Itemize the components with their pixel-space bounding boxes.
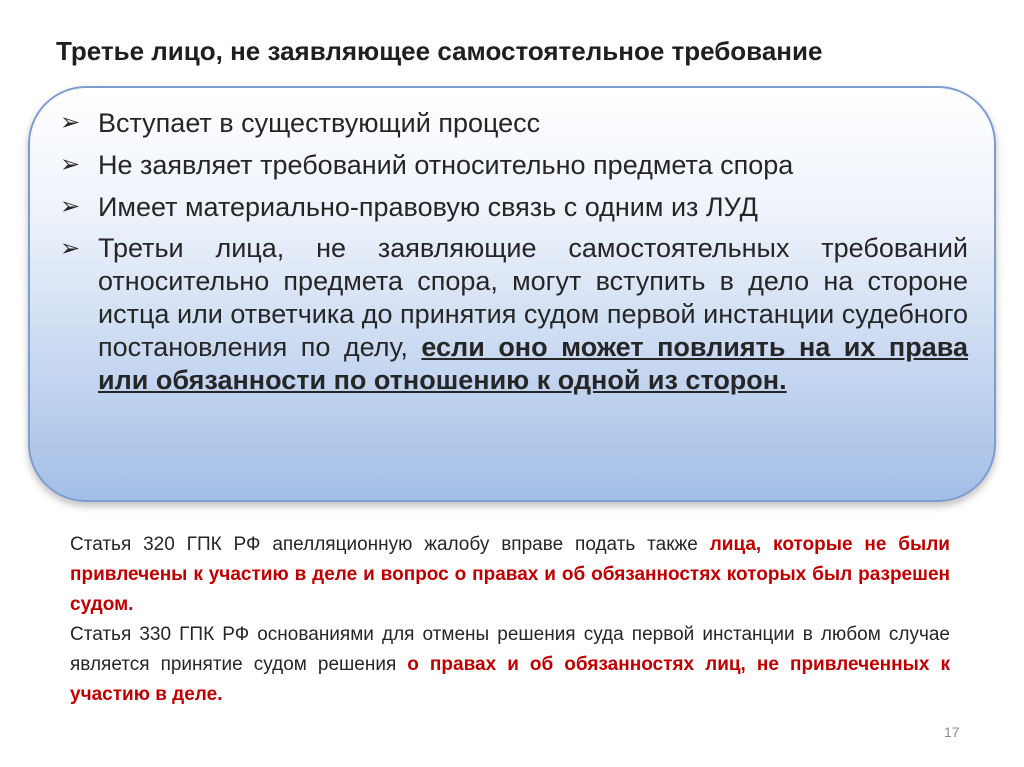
law-note	[70, 620, 950, 710]
bullet-emphasis-text: если оно может повлиять на их права или обязанности по отношению к одной из сторон.	[98, 332, 968, 395]
bullet-item	[58, 148, 968, 182]
bullet-text: Не заявляет требований относительно предмета спора	[98, 150, 794, 180]
law-note-highlight: лица, которые не были привлечены к участию в деле и вопрос о правах и об обязанностях которых был разрешен судом.	[70, 534, 950, 615]
law-notes	[70, 530, 950, 710]
law-note-text: Статья 330 ГПК РФ основаниями для отмены решения суда первой инстанции в любом случае является принятие судом решения	[70, 624, 950, 675]
arrow-bullet-icon: ➢	[60, 109, 81, 136]
bullet-item	[58, 232, 968, 397]
arrow-bullet-icon: ➢	[60, 193, 81, 220]
arrow-bullet-icon: ➢	[60, 151, 81, 178]
bullet-text: Имеет материально-правовую связь с одним из ЛУД	[98, 192, 758, 222]
law-note-text: Статья 320 ГПК РФ апелляционную жалобу вправе подать также	[70, 534, 710, 555]
slide-title: Третье лицо, не заявляющее самостоятельное требование	[56, 36, 823, 66]
law-note	[70, 530, 950, 620]
bullet-item	[58, 190, 968, 224]
bullet-text: Третьи лица, не заявляющие самостоятельных требований относительно предмета спора, могут вступить в дело на стороне истца или ответчика до принятия судом первой инстанции судебного постановления по делу,	[98, 233, 968, 362]
page-number: 17	[944, 724, 960, 740]
arrow-bullet-icon: ➢	[60, 235, 81, 262]
bullet-text: Вступает в существующий процесс	[98, 108, 541, 138]
bullet-item	[58, 106, 968, 140]
bullet-list	[58, 106, 968, 405]
law-note-highlight: о правах и об обязанностях лиц, не привлеченных к участию в деле.	[70, 654, 950, 705]
